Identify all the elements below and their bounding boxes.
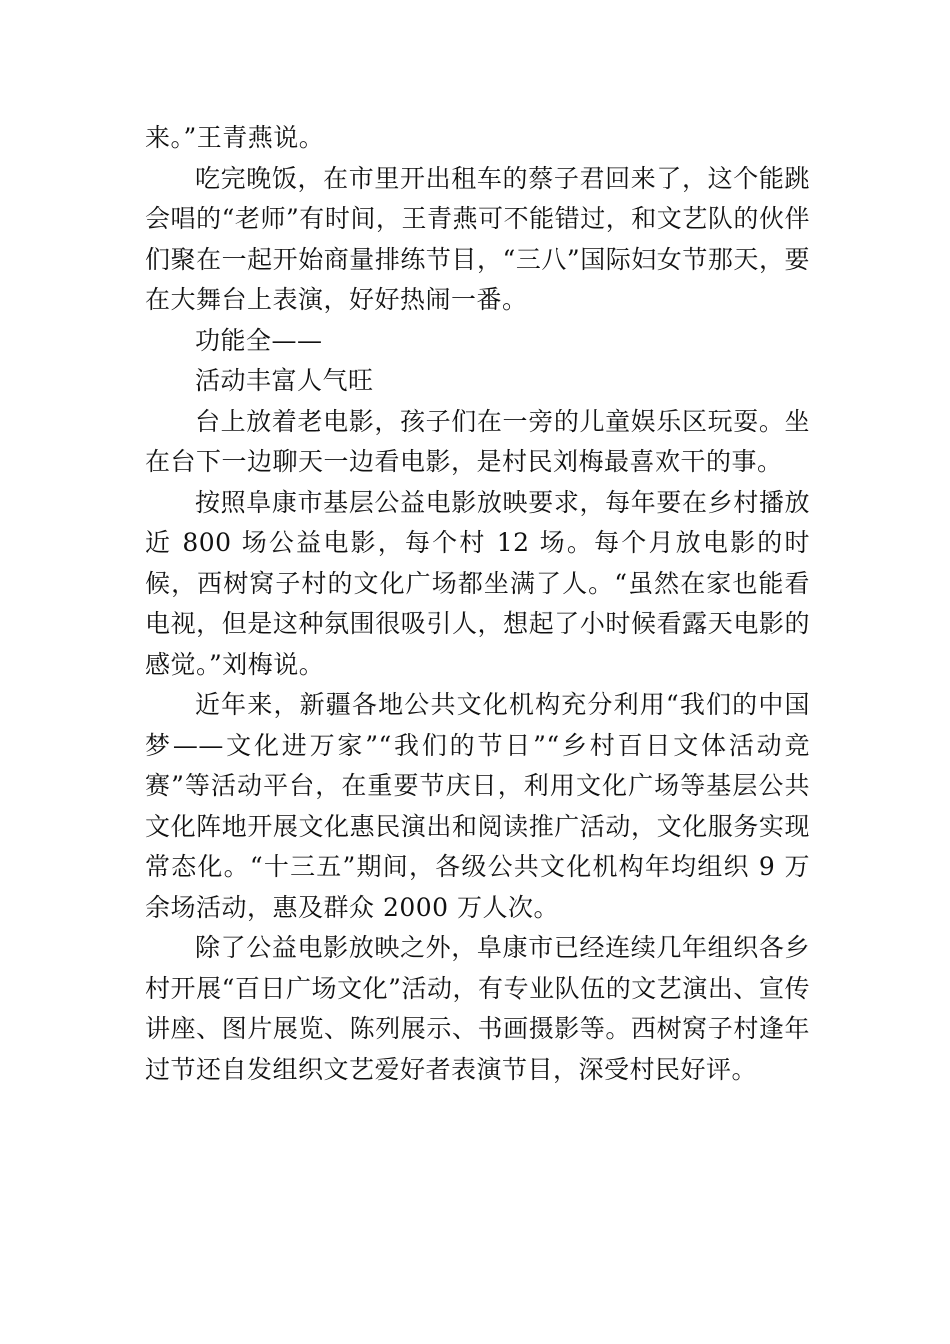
- paragraph-xinjiang-culture: 近年来，新疆各地公共文化机构充分利用“我们的中国梦——文化进万家”“我们的节日”“乡村百日文体活动竞赛”等活动平台，在重要节庆日，利用文化广场等基层公共文化阵地开展文化惠民演出和阅读推广活动，文化服务实现常态化。“十三五”期间，各级公共文化机构年均组织 9 万余场活动，惠及群众 2000 万人次。: [145, 690, 810, 922]
- paragraph-plaza-culture: 除了公益电影放映之外，阜康市已经连续几年组织各乡村开展“百日广场文化”活动，有专业队伍的文艺演出、宣传讲座、图片展览、陈列展示、书画摄影等。西树窝子村逢年过节还自发组织文艺爱好者表演节目，深受村民好评。: [145, 933, 810, 1084]
- paragraph-film-screening: 按照阜康市基层公益电影放映要求，每年要在乡村播放近 800 场公益电影，每个村 12 场。每个月放电影的时候，西树窝子村的文化广场都坐满了人。“虽然在家也能看电视，但是这种氛围很吸引人，想起了小时候看露天电影的感觉。”刘梅说。: [145, 487, 810, 679]
- paragraph-continuation: 来。”王青燕说。: [145, 123, 325, 152]
- paragraph-old-movies: 台上放着老电影，孩子们在一旁的儿童娱乐区玩耍。坐在台下一边聊天一边看电影，是村民刘梅最喜欢干的事。: [145, 406, 810, 476]
- section-heading-line-1: 功能全——: [195, 325, 323, 355]
- paragraph-rehearsal: 吃完晚饭，在市里开出租车的蔡子君回来了，这个能跳会唱的“老师”有时间，王青燕可不能错过，和文艺队的伙伴们聚在一起开始商量排练节目，“三八”国际妇女节那天，要在大舞台上表演，好好热闹一番。: [145, 163, 810, 314]
- article-body: [145, 118, 810, 1090]
- section-heading-line-2: 活动丰富人气旺: [195, 366, 374, 395]
